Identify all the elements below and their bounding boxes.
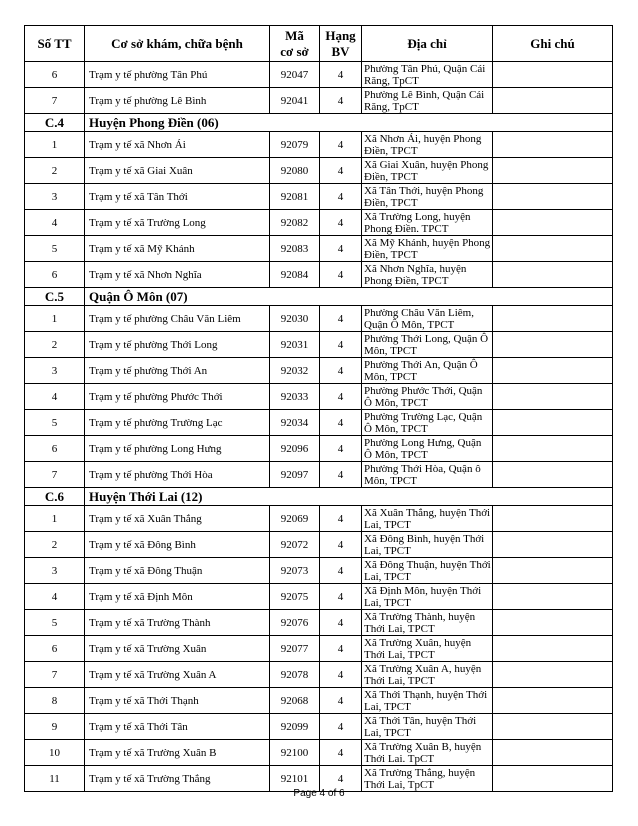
cell-facility: Trạm y tế phường Lê Bình xyxy=(85,88,270,114)
cell-note xyxy=(493,158,613,184)
cell-note xyxy=(493,132,613,158)
cell-rank: 4 xyxy=(320,384,362,410)
cell-rank: 4 xyxy=(320,410,362,436)
cell-address: Xã Giai Xuân, huyện Phong Điền, TPCT xyxy=(362,158,493,184)
cell-address: Phường Tân Phú, Quận Cái Răng, TpCT xyxy=(362,62,493,88)
cell-address: Xã Trường Xuân B, huyện Thới Lai. TpCT xyxy=(362,740,493,766)
table-row xyxy=(25,62,613,88)
cell-rank: 4 xyxy=(320,358,362,384)
cell-code: 92097 xyxy=(270,462,320,488)
cell-code: 92075 xyxy=(270,584,320,610)
cell-address: Phường Lê Bình, Quận Cái Răng, TpCT xyxy=(362,88,493,114)
cell-address: Xã Nhơn Nghĩa, huyện Phong Điền, TPCT xyxy=(362,262,493,288)
cell-code: 92080 xyxy=(270,158,320,184)
cell-stt: 2 xyxy=(25,532,85,558)
cell-address: Xã Nhơn Ái, huyện Phong Điền, TPCT xyxy=(362,132,493,158)
table-row xyxy=(25,636,613,662)
cell-facility: Trạm y tế xã Trường Long xyxy=(85,210,270,236)
cell-stt: 5 xyxy=(25,610,85,636)
cell-rank: 4 xyxy=(320,62,362,88)
cell-stt: 3 xyxy=(25,358,85,384)
cell-note xyxy=(493,506,613,532)
cell-stt: 3 xyxy=(25,184,85,210)
table-row xyxy=(25,384,613,410)
cell-note xyxy=(493,184,613,210)
group-name: Quận Ô Môn (07) xyxy=(85,288,613,306)
cell-note xyxy=(493,410,613,436)
cell-facility: Trạm y tế xã Đông Bình xyxy=(85,532,270,558)
table-row xyxy=(25,740,613,766)
table-row xyxy=(25,158,613,184)
cell-facility: Trạm y tế xã Trường Xuân B xyxy=(85,740,270,766)
table-row xyxy=(25,688,613,714)
cell-stt: 6 xyxy=(25,636,85,662)
cell-facility: Trạm y tế phường Long Hưng xyxy=(85,436,270,462)
cell-note xyxy=(493,210,613,236)
cell-note xyxy=(493,306,613,332)
cell-code: 92047 xyxy=(270,62,320,88)
cell-rank: 4 xyxy=(320,506,362,532)
table-row xyxy=(25,584,613,610)
cell-address: Xã Mỹ Khánh, huyện Phong Điền, TPCT xyxy=(362,236,493,262)
cell-address: Phường Phước Thới, Quận Ô Môn, TPCT xyxy=(362,384,493,410)
cell-facility: Trạm y tế xã Đông Thuận xyxy=(85,558,270,584)
cell-code: 92031 xyxy=(270,332,320,358)
cell-address: Xã Đông Bình, huyện Thới Lai, TPCT xyxy=(362,532,493,558)
cell-address: Xã Tân Thới, huyện Phong Điền, TPCT xyxy=(362,184,493,210)
cell-note xyxy=(493,62,613,88)
cell-facility: Trạm y tế xã Thới Thạnh xyxy=(85,688,270,714)
cell-rank: 4 xyxy=(320,158,362,184)
cell-address: Phường Long Hưng, Quận Ô Môn, TPCT xyxy=(362,436,493,462)
cell-rank: 4 xyxy=(320,636,362,662)
cell-address: Phường Trường Lạc, Quận Ô Môn, TPCT xyxy=(362,410,493,436)
cell-note xyxy=(493,88,613,114)
cell-note xyxy=(493,636,613,662)
cell-code: 92032 xyxy=(270,358,320,384)
cell-code: 92041 xyxy=(270,88,320,114)
cell-note xyxy=(493,584,613,610)
cell-rank: 4 xyxy=(320,436,362,462)
table-row xyxy=(25,506,613,532)
cell-facility: Trạm y tế phường Trường Lạc xyxy=(85,410,270,436)
cell-rank: 4 xyxy=(320,184,362,210)
table-row xyxy=(25,532,613,558)
cell-address: Phường Thới Hòa, Quận ô Môn, TPCT xyxy=(362,462,493,488)
cell-rank: 4 xyxy=(320,610,362,636)
table-row xyxy=(25,88,613,114)
cell-rank: 4 xyxy=(320,132,362,158)
cell-facility: Trạm y tế xã Nhơn Ái xyxy=(85,132,270,158)
table-row xyxy=(25,132,613,158)
cell-stt: 4 xyxy=(25,384,85,410)
cell-facility: Trạm y tế phường Phước Thới xyxy=(85,384,270,410)
cell-facility: Trạm y tế xã Xuân Thắng xyxy=(85,506,270,532)
cell-note xyxy=(493,436,613,462)
cell-code: 92077 xyxy=(270,636,320,662)
cell-address: Xã Trường Thành, huyện Thới Lai, TPCT xyxy=(362,610,493,636)
cell-code: 92033 xyxy=(270,384,320,410)
cell-code: 92083 xyxy=(270,236,320,262)
cell-facility: Trạm y tế xã Định Môn xyxy=(85,584,270,610)
table-row xyxy=(25,410,613,436)
cell-facility: Trạm y tế xã Trường Thành xyxy=(85,610,270,636)
cell-stt: 6 xyxy=(25,436,85,462)
cell-facility: Trạm y tế phường Thới An xyxy=(85,358,270,384)
cell-address: Xã Trường Xuân, huyện Thới Lai, TPCT xyxy=(362,636,493,662)
cell-address: Xã Trường Thắng, huyện Thới Lai, TpCT xyxy=(362,766,493,792)
cell-stt: 2 xyxy=(25,332,85,358)
cell-stt: 1 xyxy=(25,132,85,158)
header-code: Mã cơ sở xyxy=(270,26,320,62)
cell-code: 92072 xyxy=(270,532,320,558)
group-row xyxy=(25,288,613,306)
cell-facility: Trạm y tế xã Tân Thới xyxy=(85,184,270,210)
cell-note xyxy=(493,332,613,358)
cell-note xyxy=(493,688,613,714)
table-row xyxy=(25,662,613,688)
cell-address: Xã Định Môn, huyện Thới Lai, TPCT xyxy=(362,584,493,610)
cell-facility: Trạm y tế xã Giai Xuân xyxy=(85,158,270,184)
facility-table xyxy=(24,25,613,792)
cell-code: 92030 xyxy=(270,306,320,332)
table-row xyxy=(25,358,613,384)
table-row xyxy=(25,184,613,210)
cell-address: Xã Trường Xuân A, huyện Thới Lai, TPCT xyxy=(362,662,493,688)
cell-stt: 4 xyxy=(25,210,85,236)
cell-rank: 4 xyxy=(320,262,362,288)
table-row xyxy=(25,714,613,740)
cell-stt: 10 xyxy=(25,740,85,766)
cell-stt: 7 xyxy=(25,462,85,488)
cell-stt: 1 xyxy=(25,306,85,332)
cell-note xyxy=(493,532,613,558)
cell-address: Xã Thới Thạnh, huyện Thới Lai, TPCT xyxy=(362,688,493,714)
cell-rank: 4 xyxy=(320,662,362,688)
table-body xyxy=(25,62,613,792)
cell-stt: 5 xyxy=(25,410,85,436)
document-page xyxy=(24,25,612,792)
header-stt: Số TT xyxy=(25,26,85,62)
cell-code: 92034 xyxy=(270,410,320,436)
header-note: Ghi chú xyxy=(493,26,613,62)
cell-facility: Trạm y tế phường Thới Long xyxy=(85,332,270,358)
cell-code: 92084 xyxy=(270,262,320,288)
table-row xyxy=(25,462,613,488)
header-rank: Hạng BV xyxy=(320,26,362,62)
cell-code: 92079 xyxy=(270,132,320,158)
cell-code: 92068 xyxy=(270,688,320,714)
table-row xyxy=(25,332,613,358)
cell-code: 92100 xyxy=(270,740,320,766)
cell-stt: 2 xyxy=(25,158,85,184)
cell-address: Xã Trường Long, huyện Phong Điền. TPCT xyxy=(362,210,493,236)
cell-note xyxy=(493,558,613,584)
table-row xyxy=(25,558,613,584)
cell-note xyxy=(493,384,613,410)
cell-note xyxy=(493,662,613,688)
cell-address: Xã Đông Thuận, huyện Thới Lai, TPCT xyxy=(362,558,493,584)
cell-facility: Trạm y tế xã Trường Xuân A xyxy=(85,662,270,688)
cell-code: 92069 xyxy=(270,506,320,532)
cell-rank: 4 xyxy=(320,88,362,114)
table-row xyxy=(25,610,613,636)
table-row xyxy=(25,262,613,288)
cell-rank: 4 xyxy=(320,332,362,358)
cell-facility: Trạm y tế xã Mỹ Khánh xyxy=(85,236,270,262)
cell-facility: Trạm y tế xã Trường Xuân xyxy=(85,636,270,662)
cell-code: 92096 xyxy=(270,436,320,462)
cell-rank: 4 xyxy=(320,532,362,558)
cell-address: Phường Thới An, Quận Ô Môn, TPCT xyxy=(362,358,493,384)
cell-facility: Trạm y tế xã Trường Thắng xyxy=(85,766,270,792)
cell-address: Phường Châu Văn Liêm, Quận Ô Môn, TPCT xyxy=(362,306,493,332)
group-code: C.5 xyxy=(25,288,85,306)
cell-stt: 3 xyxy=(25,558,85,584)
cell-stt: 6 xyxy=(25,262,85,288)
cell-code: 92082 xyxy=(270,210,320,236)
cell-rank: 4 xyxy=(320,766,362,792)
cell-rank: 4 xyxy=(320,714,362,740)
cell-stt: 5 xyxy=(25,236,85,262)
group-name: Huyện Phong Điền (06) xyxy=(85,114,613,132)
cell-facility: Trạm y tế phường Thới Hòa xyxy=(85,462,270,488)
cell-rank: 4 xyxy=(320,462,362,488)
cell-code: 92101 xyxy=(270,766,320,792)
cell-note xyxy=(493,610,613,636)
cell-stt: 11 xyxy=(25,766,85,792)
cell-stt: 9 xyxy=(25,714,85,740)
cell-rank: 4 xyxy=(320,740,362,766)
cell-facility: Trạm y tế phường Tân Phú xyxy=(85,62,270,88)
cell-code: 92081 xyxy=(270,184,320,210)
group-row xyxy=(25,114,613,132)
cell-stt: 7 xyxy=(25,662,85,688)
table-row xyxy=(25,306,613,332)
cell-rank: 4 xyxy=(320,210,362,236)
cell-address: Xã Thới Tân, huyện Thới Lai, TPCT xyxy=(362,714,493,740)
cell-note xyxy=(493,358,613,384)
cell-address: Phường Thới Long, Quận Ô Môn, TPCT xyxy=(362,332,493,358)
cell-rank: 4 xyxy=(320,236,362,262)
cell-note xyxy=(493,462,613,488)
table-row xyxy=(25,436,613,462)
cell-stt: 1 xyxy=(25,506,85,532)
cell-code: 92078 xyxy=(270,662,320,688)
page-footer: Page 4 of 6 xyxy=(293,788,345,799)
cell-note xyxy=(493,236,613,262)
cell-stt: 6 xyxy=(25,62,85,88)
cell-code: 92073 xyxy=(270,558,320,584)
cell-facility: Trạm y tế phường Châu Văn Liêm xyxy=(85,306,270,332)
cell-rank: 4 xyxy=(320,688,362,714)
group-code: C.6 xyxy=(25,488,85,506)
cell-stt: 4 xyxy=(25,584,85,610)
header-facility: Cơ sở khám, chữa bệnh xyxy=(85,26,270,62)
cell-code: 92099 xyxy=(270,714,320,740)
cell-address: Xã Xuân Thắng, huyện Thới Lai, TPCT xyxy=(362,506,493,532)
cell-note xyxy=(493,714,613,740)
group-name: Huyện Thới Lai (12) xyxy=(85,488,613,506)
table-row xyxy=(25,236,613,262)
cell-facility: Trạm y tế xã Thới Tân xyxy=(85,714,270,740)
cell-stt: 8 xyxy=(25,688,85,714)
header-address: Địa chỉ xyxy=(362,26,493,62)
group-code: C.4 xyxy=(25,114,85,132)
cell-code: 92076 xyxy=(270,610,320,636)
cell-facility: Trạm y tế xã Nhơn Nghĩa xyxy=(85,262,270,288)
cell-rank: 4 xyxy=(320,558,362,584)
cell-rank: 4 xyxy=(320,306,362,332)
cell-stt: 7 xyxy=(25,88,85,114)
cell-rank: 4 xyxy=(320,584,362,610)
group-row xyxy=(25,488,613,506)
table-header-row xyxy=(25,26,613,62)
table-row xyxy=(25,210,613,236)
cell-note xyxy=(493,740,613,766)
cell-note xyxy=(493,262,613,288)
